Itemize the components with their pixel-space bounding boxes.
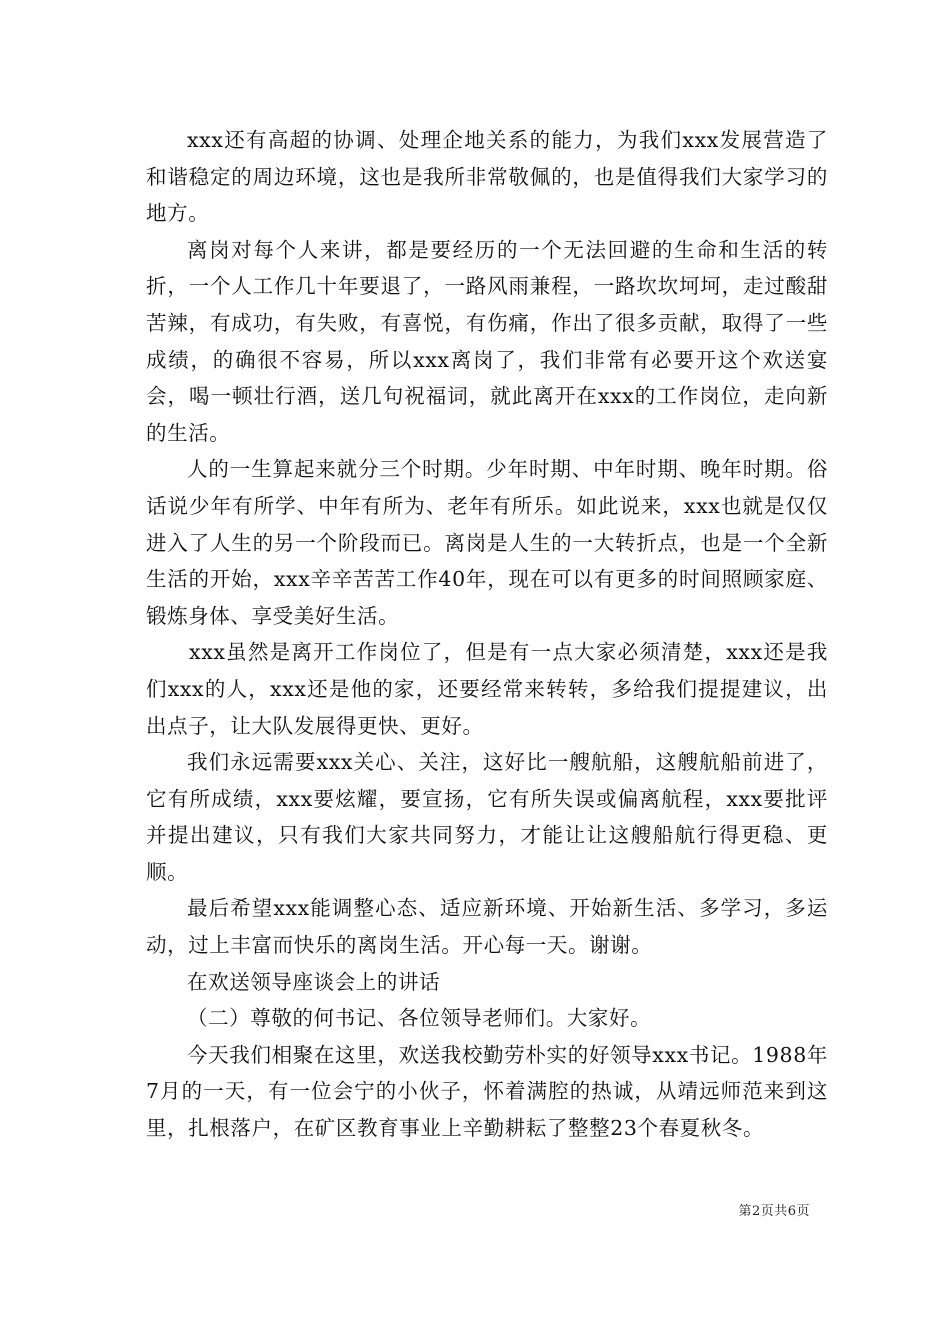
speech-title: 在欢送领导座谈会上的讲话 xyxy=(187,969,441,994)
paragraph-greeting: （二）尊敬的何书记、各位领导老师们。大家好。 xyxy=(187,1006,652,1031)
paragraph-3: 人的一生算起来就分三个时期。少年时期、中年时期、晚年时期。俗话说少年有所学、中年有所为、老年有所乐。如此说来，xxx也就是仅仅进入了人生的另一个阶段而已。离岗是人生的一大转折点，也是一个全新生活的开始，xxx辛辛苦苦工作40年，现在可以有更多的时间照顾家庭、锻炼身体、享受美好生活。 xyxy=(146,457,828,628)
paragraph-4: xxx虽然是离开工作岗位了，但是有一点大家必须清楚，xxx还是我们xxx的人，xxx还是他的家，还要经常来转转，多给我们提提建议，出出点子，让大队发展得更快、更好。 xyxy=(146,640,828,738)
paragraph-1: xxx还有高超的协调、处理企地关系的能力，为我们xxx发展营造了和谐稳定的周边环境，这也是我所非常敬佩的，也是值得我们大家学习的地方。 xyxy=(146,128,828,226)
document-body xyxy=(146,122,828,1147)
paragraph-5: 我们永远需要xxx关心、关注，这好比一艘航船，这艘航船前进了，它有所成绩，xxx要炫耀，要宣扬，它有所失误或偏离航程，xxx要批评并提出建议，只有我们大家共同努力，才能让让这艘船航行得更稳、更顺。 xyxy=(146,750,828,884)
paragraph-2: 离岗对每个人来讲，都是要经历的一个无法回避的生命和生活的转折，一个人工作几十年要退了，一路风雨兼程，一路坎坎坷坷，走过酸甜苦辣，有成功，有失败，有喜悦，有伤痛，作出了很多贡献，取得了一些成绩，的确很不容易，所以xxx离岗了，我们非常有必要开这个欢送宴会，喝一顿壮行酒，送几句祝福词，就此离开在xxx的工作岗位，走向新的生活。 xyxy=(146,237,828,445)
page-number-footer: 第2页共6页 xyxy=(738,1204,810,1219)
paragraph-6: 最后希望xxx能调整心态、适应新环境、开始新生活、多学习，多运动，过上丰富而快乐的离岗生活。开心每一天。谢谢。 xyxy=(146,896,828,958)
paragraph-9: 今天我们相聚在这里，欢送我校勤劳朴实的好领导xxx书记。1988年7月的一天，有一位会宁的小伙子，怀着满腔的热诚，从靖远师范来到这里，扎根落户，在矿区教育事业上辛勤耕耘了整整23个春夏秋冬。 xyxy=(146,1042,828,1141)
